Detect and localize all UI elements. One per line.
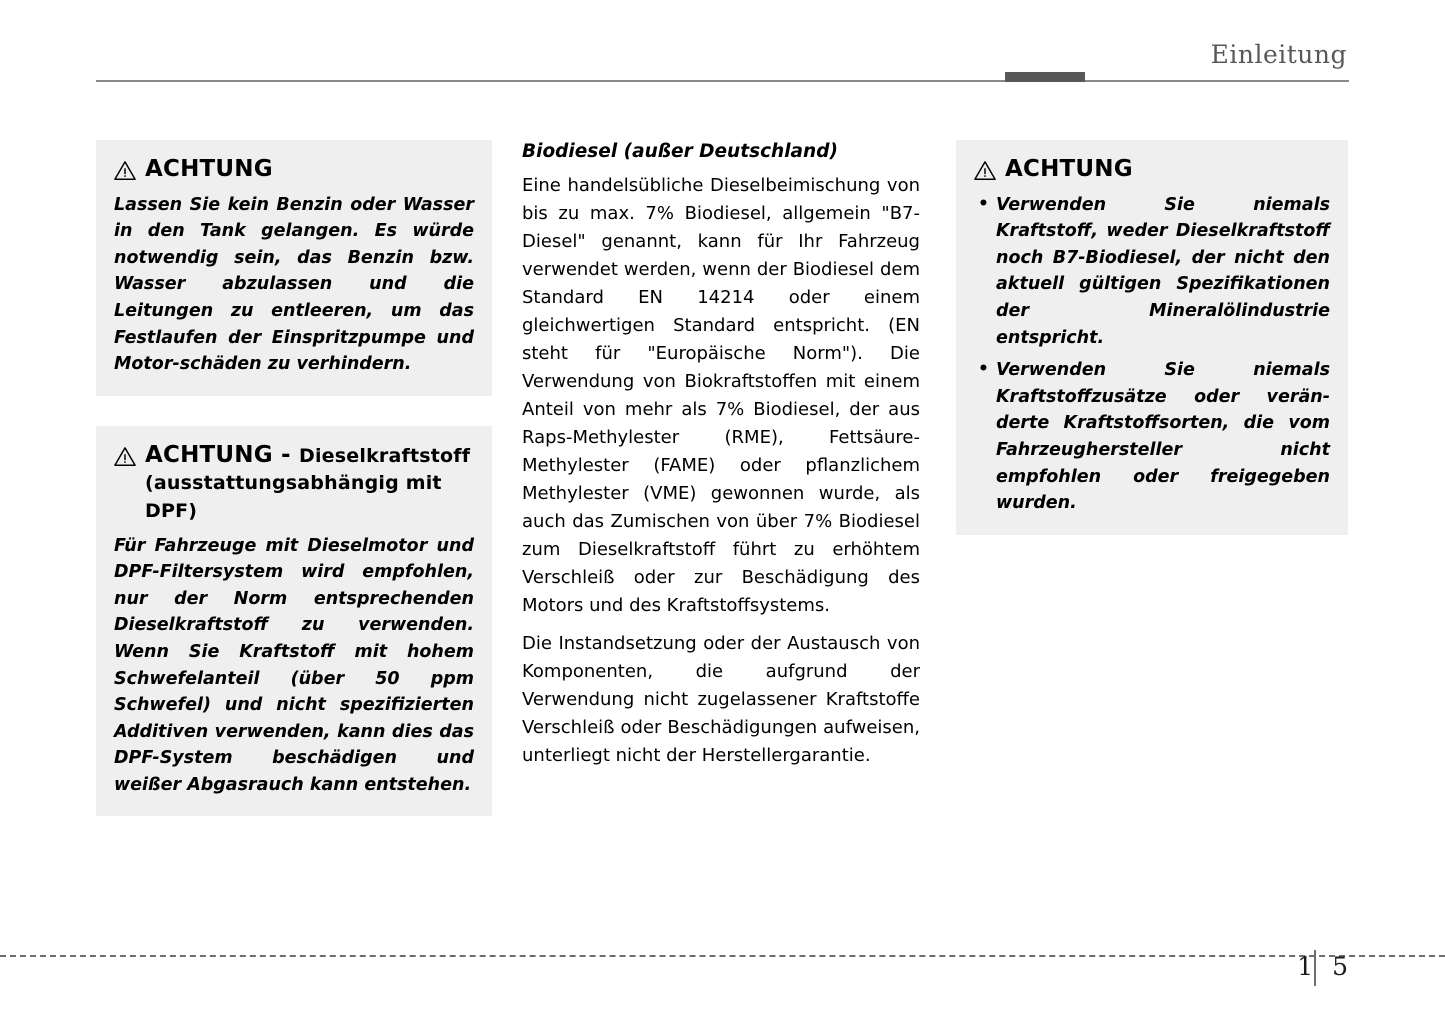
warning-paragraph: Für Fahrzeuge mit Dieselmotor und DPF-Filtersystem wird empfohlen, nur der Norm entsprechenden Dieselkraftstoff zu verwenden. Wenn Sie Kraftstoff mit hohem Schwefelanteil (über 50 ppm Schwefel) und nicht spezifizierten Additiven verwenden, kann dies das DPF-System beschädigen und weißer Abgasrauch kann entstehen. [114,535,474,795]
body-paragraph-2: Die Instandsetzung oder der Austausch von Komponenten, die aufgrund der Verwendung nicht zugelassener Kraftstoffe Verschleiß oder Beschädigungen aufweisen, unterliegt nicht der Herstellergarantie. [522,632,920,766]
warning-title-main: ACHTUNG - [145,441,299,468]
page-title: Einleitung [1210,40,1347,69]
middle-column [522,140,920,770]
warning-header [114,156,474,184]
header-accent-bar [1005,72,1085,82]
body-paragraph-1: Eine handelsübliche Dieselbeimischung von bis zu max. 7% Biodiesel, allgemein "B7-Diesel" genannt, kann für Ihr Fahrzeug verwendet werden, wenn der Biodiesel dem Standard EN 14214 oder einem gleichwertigen Standard entspricht. (EN steht für "Europäische Norm"). Die Verwendung von Biokraftstoffen mit einem Anteil von mehr als 7% Biodiesel, der aus Raps-Methylester (RME), Fettsäure-Methylester (FAME) oder pflanzlichem Methylester (VME) gewonnen wurde, als auch das Zumischen von über 7% Biodiesel zum Dieselkraftstoff führt zu erhöhtem Verschleiß oder zur Beschädigung des Motors und des Kraftstoffsystems. [522,175,920,616]
list-item: • Verwenden Sie niemals Kraftstoffzusätze oder verän-derte Kraftstoffsorten, die vom Fahrzeughersteller nicht empfohlen oder freigegeben wurden. [996,357,1330,517]
warning-body [114,192,474,378]
warning-header [974,156,1330,184]
warning-title-subtitle: Dieselkraftstoff (ausstattungsabhängig mit DPF) [145,444,471,522]
warning-triangle-icon [114,446,136,468]
header-divider [96,80,1349,82]
left-column [96,140,492,846]
chapter-number: 1 [1297,952,1315,981]
page-number [1297,952,1349,981]
warning-paragraph: Lassen Sie kein Benzin oder Wasser in den Tank gelangen. Es würde notwendig sein, das Benzin bzw. Wasser abzulassen und die Leitungen zu entleeren, um das Festlaufen der Einspritzpumpe und Motor-schäden zu verhindern. [114,194,474,375]
warning-body [114,533,474,799]
section-heading-biodiesel: Biodiesel (außer Deutschland) [522,141,838,162]
warning-bullet-list [974,192,1330,517]
warning-title: ACHTUNG [145,156,273,182]
warning-box-fuel-specification [956,140,1348,535]
page-number-value: 5 [1332,952,1349,981]
warning-box-diesel-dpf [96,426,492,817]
warning-triangle-icon [114,160,136,182]
warning-box-fuel-contamination [96,140,492,396]
footer-divider-line [0,955,1445,957]
warning-header [114,442,474,525]
warning-title: ACHTUNG [1005,156,1133,182]
warning-title [145,442,474,525]
warning-triangle-icon [974,160,996,182]
page-header [0,0,1445,92]
list-item: • Verwenden Sie niemals Kraftstoff, weder Dieselkraftstoff noch B7-Biodiesel, der nicht den aktuell gültigen Spezifikationen der Mineralölindustrie entspricht. [996,192,1330,352]
right-column [956,140,1348,565]
